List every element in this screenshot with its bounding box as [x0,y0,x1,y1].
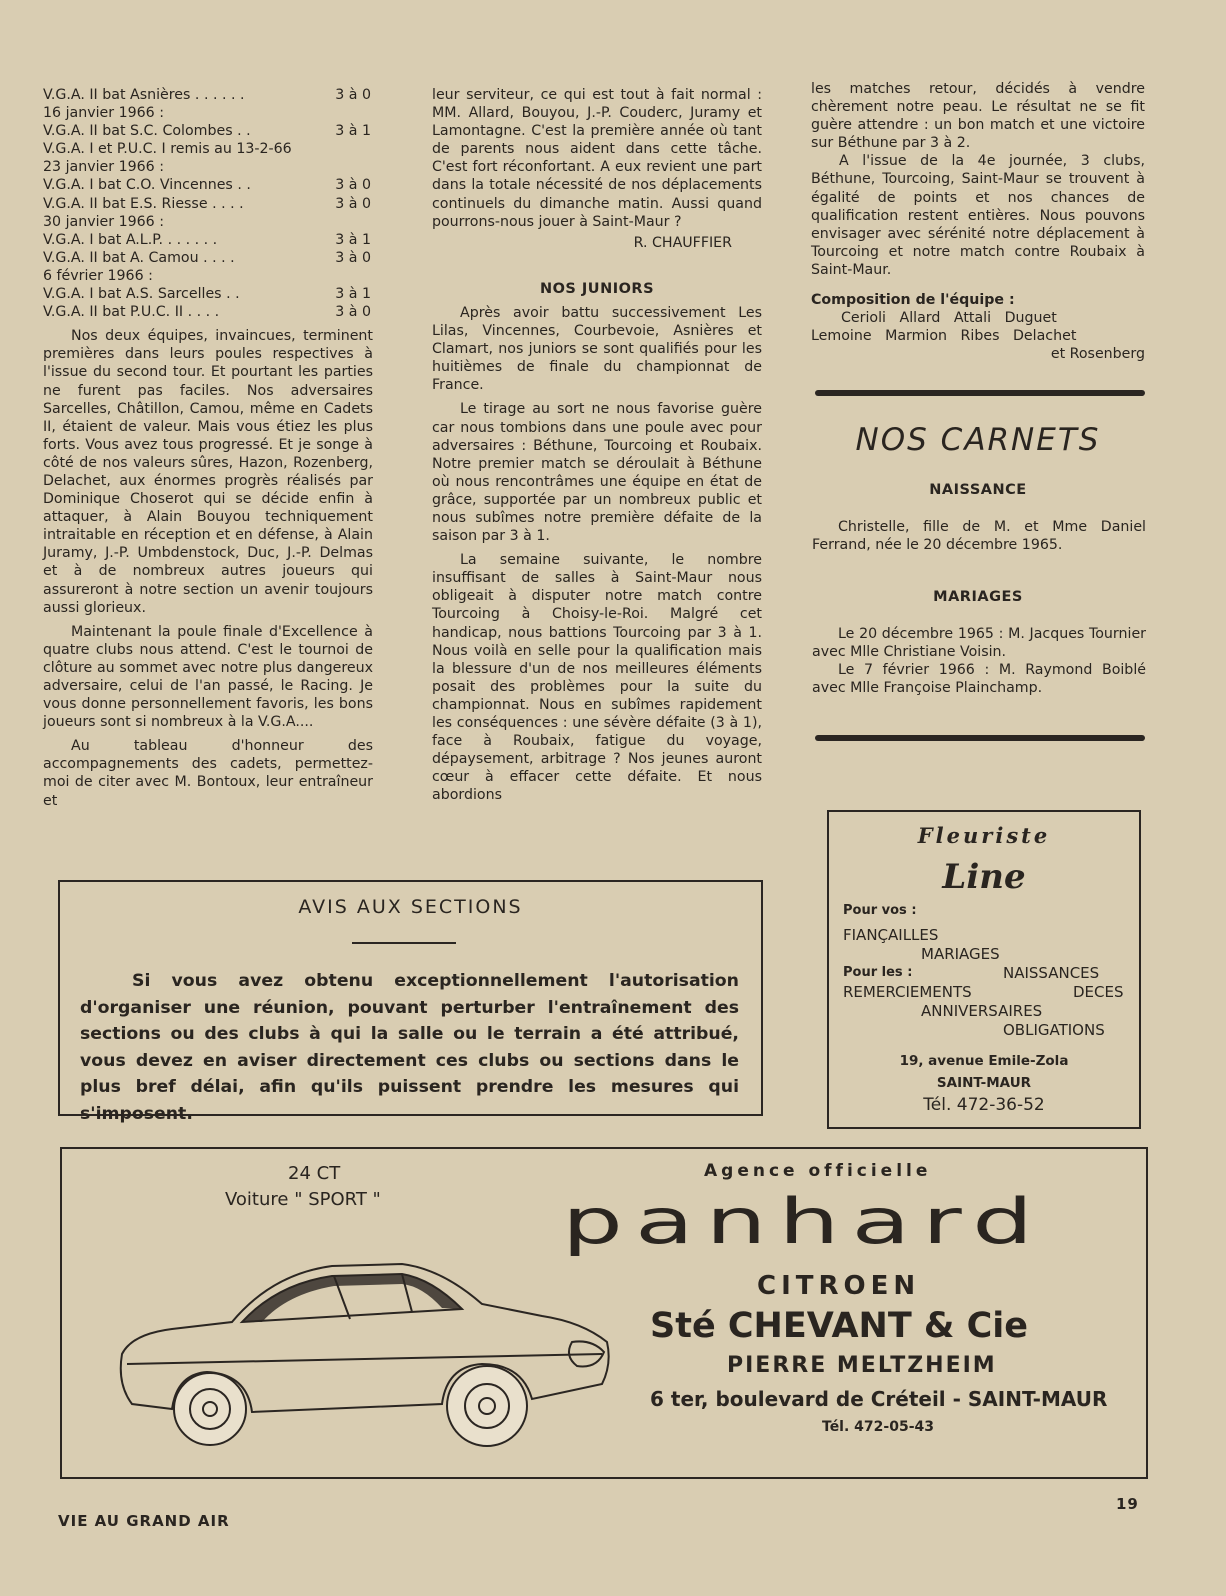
carnets-title: NOS CARNETS [855,422,1101,458]
dealer-address: 6 ter, boulevard de Créteil - SAINT-MAUR [650,1387,1108,1411]
pour-les-label: Pour les : [843,965,913,980]
obligations-label: OBLIGATIONS [1003,1021,1105,1039]
remerciements-label: REMERCIEMENTS [843,983,972,1001]
signature: R. CHAUFFIER [633,234,732,251]
panhard-ad [60,1147,1148,1479]
results-row [43,285,373,303]
col3-paragraph-1: A l'issue de la 4e journée, 3 clubs, Béthune, Tourcoing, Saint-Maur se trouvent à égalité de points et nos chances de qualification restent entières. Nous pouvons envisager avec sérénité notre déplacement à Tourcoing et notre match contre Roubaix à Saint-Maur. [811,153,1145,278]
fleuriste-tel: Tél. 472-36-52 [923,1095,1045,1115]
results-match: V.G.A. II bat S.C. Colombes . . [43,123,251,140]
pour-vos-label: Pour vos : [843,903,917,918]
column-1 [43,86,373,810]
panhard-logo: panhard [562,1185,1045,1258]
col3-paragraph-0: les matches retour, décidés à vendre chèrement notre peau. Le résultat ne se fit guère attendre : un bon match et une victoire sur Béthune par 3 à 2. [811,81,1145,152]
citroen-label: CITROEN [757,1271,921,1301]
results-date: 6 février 1966 : [43,267,153,284]
naissances-label: NAISSANCES [1003,964,1100,982]
results-match: V.G.A. II bat Asnières . . . . . . [43,87,245,103]
col2-paragraph-2: Le tirage au sort ne nous favorise guère car nous tombions dans une poule avec pour adversaires : Béthune, Tourcoing et Roubaix. Notre premier match se déroulait à Béthune où nous rencontrâmes une équipe en état de grâce, supportée par un nombreux public et nous subîmes notre première défaite de la saison par 3 à 1. [432,401,762,545]
mariages-text [812,625,1146,697]
naissance-paragraph: Christelle, fille de M. et Mme Daniel Ferrand, née le 20 décembre 1965. [812,519,1146,554]
results-score: 3 à 0 [335,304,371,321]
results-date: 16 janvier 1966 : [43,105,164,122]
results-score: 3 à 0 [335,177,371,194]
results-score: 3 à 1 [335,231,371,248]
agence-label: Agence officielle [704,1161,932,1181]
results-row [43,231,373,249]
mariages-label: MARIAGES [921,945,1000,963]
divider-rule-bottom [815,735,1145,741]
fiancailles-label: FIANÇAILLES [843,926,939,944]
results-match: V.G.A. II bat A. Camou . . . . [43,249,235,266]
results-score: 3 à 0 [335,195,371,212]
deces-label: DECES [1073,983,1124,1001]
results-row [43,140,373,158]
col1-paragraph-1: Nos deux équipes, invaincues, terminent premières dans leurs poules respectives à l'issue du second tour. Et pourtant les parties ne furent pas faciles. Nos adversaires Sarcelles, Châtillon, Camou, même en Cadets II, étaient de valeur. Mais vous étiez les plus forts. Vous avez tous progressé. Et je songe à côté de nos valeurs sûres, Hazon, Rozenberg, Delachet, aux énormes progrès réalisés par Dominique Choserot qui se décide enfin à attaquer, à Alain Bouyou techniquement intraitable en réception et en défense, à Alain Juramy, J.-P. Umbdenstock, Duc, J.-P. Delmas et à de nombreux autres joueurs qui assureront à notre section un avenir toujours aussi glorieux. [43,328,373,616]
results-score: 3 à 1 [335,286,371,303]
team-heading: Composition de l'équipe : [811,292,1015,309]
avis-title-underline [352,942,456,944]
owner-name: PIERRE MELTZHEIM [727,1353,997,1378]
col1-paragraph-2: Maintenant la poule finale d'Excellence à quatre clubs nous attend. C'est le tournoi de clôture au sommet avec notre plus dangereux adversaire, celui de l'an passé, le Racing. Je vous donne personnellement favoris, les bons joueurs sont si nombreux à la V.G.A.... [43,623,373,731]
results-score: 3 à 0 [335,87,371,103]
results-match: V.G.A. I bat C.O. Vincennes . . [43,177,251,194]
page-number: 19 [1116,1495,1139,1513]
results-match: V.G.A. I et P.U.C. I remis au 13-2-66 [43,141,292,158]
model-subtitle: Voiture " SPORT " [225,1189,381,1210]
team-line-3: et Rosenberg [1050,346,1145,363]
team-line-2: Lemoine Marmion Ribes Delachet [811,328,1077,345]
company-name: Sté CHEVANT & Cie [650,1306,1029,1346]
results-score: 3 à 1 [335,123,371,140]
results-score [371,140,373,158]
results-row [43,122,373,140]
results-row [43,303,373,321]
naissance-heading: NAISSANCE [929,482,1027,498]
avis-box [58,880,763,1124]
anniversaires-label: ANNIVERSAIRES [921,1002,1043,1020]
col2-paragraph-0: leur serviteur, ce qui est tout à fait normal : MM. Allard, Bouyou, J.-P. Couderc, Juramy et Lamontagne. C'est la première année où tant de parents nous aident dans cette tâche. C'est fort réconfortant. A eux revient une part dans la totale nécessité de nos déplacements continuels du dimanche matin. Aussi quand pourrons-nous jouer à Saint-Maur ? [432,87,762,230]
results-date: 30 janvier 1966 : [43,213,164,230]
team-line-1: Cerioli Allard Attali Duguet [841,310,1057,327]
mariage-1: Le 20 décembre 1965 : M. Jacques Tournier avec Mlle Christiane Voisin. [812,626,1146,661]
results-score: 3 à 0 [335,249,371,266]
model-label: 24 CT [288,1163,341,1184]
col1-paragraph-3: Au tableau d'honneur des accompagnements des cadets, permettez-moi de citer avec M. Bontoux, leur entraîneur et [43,738,373,809]
avis-body: Si vous avez obtenu exceptionnellement l'autorisation d'organiser une réunion, pouvant perturber l'entraînement des sections ou des clubs à qui la salle ou le terrain a été attribué, vous devez en aviser directement ces clubs ou sections dans le plus bref délai, afin qu'ils puissent prendre les mesures qui s'imposent. [80,971,739,1124]
col2-paragraph-3: La semaine suivante, le nombre insuffisant de salles à Saint-Maur nous obligeait à disputer notre match contre Tourcoing à Choisy-le-Roi. Malgré cet handicap, nous battions Tourcoing par 3 à 1. Nous voilà en selle pour la qualification mais la blessure d'un de nos meilleures éléments posait des problèmes pour la suite du championnat. Nous en subîmes rapidement les conséquences : une sévère défaite (3 à 1), face à Roubaix, fatigue du voyage, dépaysement, arbitrage ? Nos jeunes auront cœur à effacer cette défaite. Et nous abordions [432,552,762,804]
fleuriste-title: Fleuriste [917,823,1051,848]
col2-paragraph-1: Après avoir battu successivement Les Lilas, Vincennes, Courbevoie, Asnières et Clamart, nos juniors se sont qualifiés pour les huitièmes de finale du championnat de France. [432,304,762,394]
magazine-name: VIE AU GRAND AIR [58,1512,230,1530]
fleuriste-city: SAINT-MAUR [936,1075,1032,1091]
fleuriste-name: Line [942,857,1026,897]
results-match: V.G.A. I bat A.S. Sarcelles . . [43,286,240,303]
fleuriste-address: 19, avenue Emile-Zola [899,1053,1069,1069]
results-match: V.G.A. II bat P.U.C. II . . . . [43,304,220,321]
results-row [43,86,373,104]
results-list [43,86,373,321]
naissance-text [812,518,1146,554]
divider-rule-top [815,390,1145,396]
mariage-2: Le 7 février 1966 : M. Raymond Boiblé avec Mlle Françoise Plainchamp. [812,662,1146,697]
results-date: 23 janvier 1966 : [43,159,164,176]
avis-title: AVIS AUX SECTIONS [298,896,523,918]
column-3 [811,80,1145,363]
results-match: V.G.A. II bat E.S. Riesse . . . . [43,195,244,212]
fleuriste-ad [827,810,1141,1129]
mariages-heading: MARIAGES [933,589,1023,605]
column-2 [432,86,762,804]
results-row [43,249,373,267]
car-illustration [102,1224,622,1454]
results-row [43,176,373,194]
juniors-heading: NOS JUNIORS [539,280,655,297]
results-match: V.G.A. I bat A.L.P. . . . . . . [43,231,218,248]
dealer-tel: Tél. 472-05-43 [822,1419,934,1435]
results-row [43,195,373,213]
